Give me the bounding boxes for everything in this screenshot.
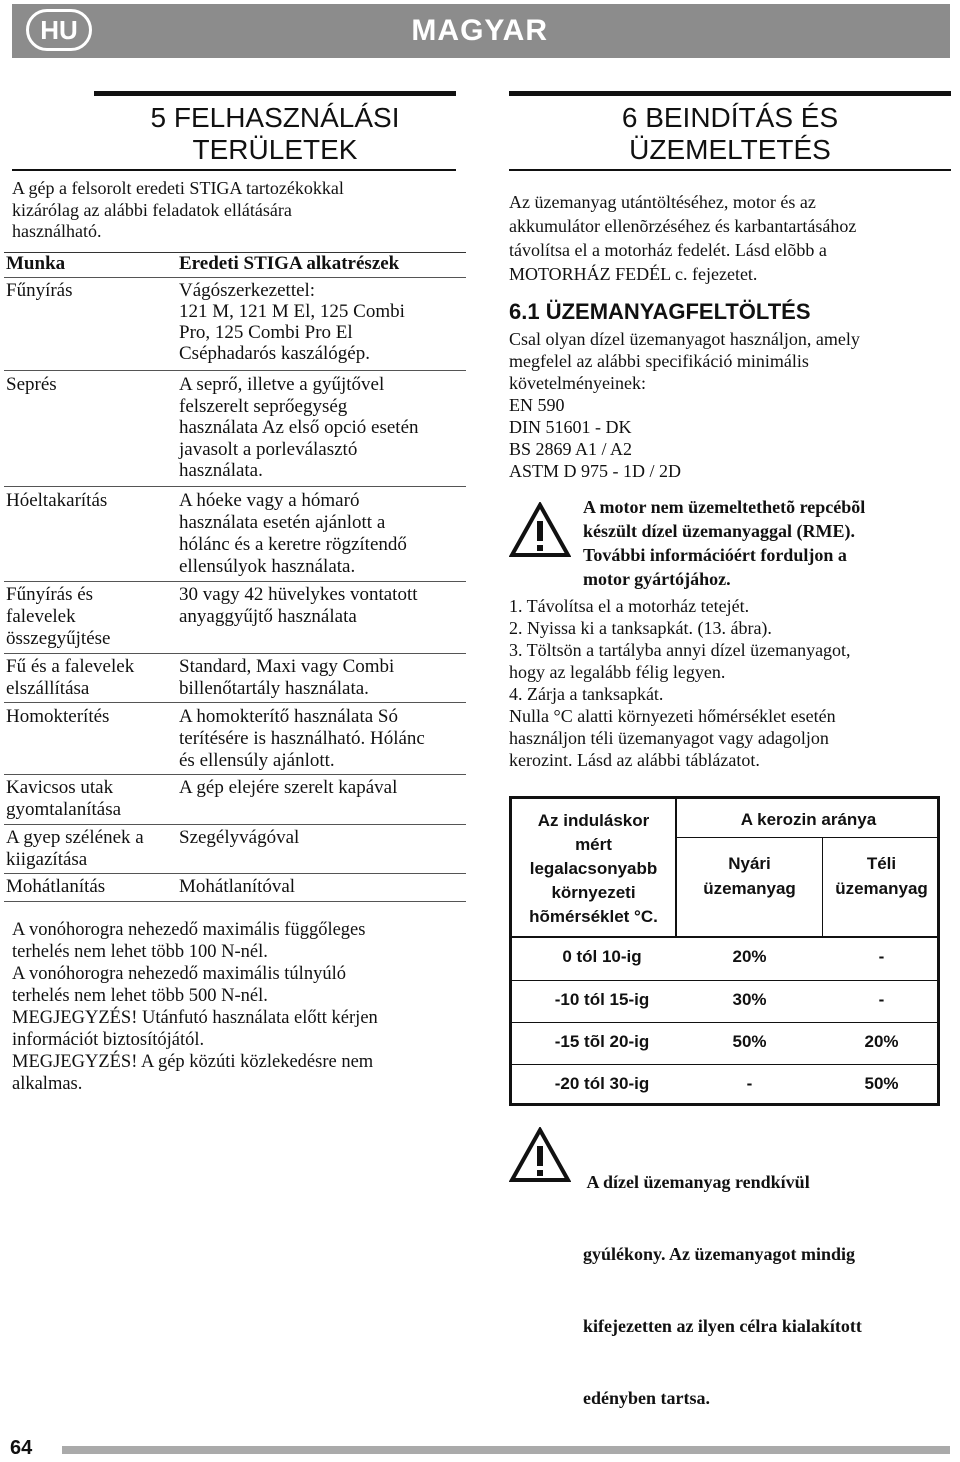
row-rule bbox=[4, 702, 466, 703]
part-line: terítésére is használható. Hólánc bbox=[179, 728, 425, 749]
table-bottom-rule bbox=[4, 901, 466, 902]
row-part bbox=[179, 656, 464, 700]
step-line: 2. Nyissa ki a tanksapkát. (13. ábra). bbox=[509, 618, 772, 638]
part-line: A gép elejére szerelt kapával bbox=[179, 777, 398, 798]
fuel-section-title: 6.1 ÜZEMANYAGFELTÖLTÉS bbox=[509, 299, 811, 324]
part-line: Standard, Maxi vagy Combi bbox=[179, 656, 395, 677]
step-line: Nulla °C alatti környezeti hőmérséklet esetén bbox=[509, 706, 836, 726]
head-line: üzemanyag bbox=[703, 879, 796, 898]
row-task bbox=[6, 374, 174, 396]
spec-line: ASTM D 975 - 1D / 2D bbox=[509, 461, 682, 481]
table-cell: 50% bbox=[864, 1074, 899, 1093]
task-line: Homokterítés bbox=[6, 706, 110, 727]
right-title-line: ÜZEMELTETÉS bbox=[629, 134, 831, 165]
table-cell: 30% bbox=[732, 990, 767, 1009]
task-line: elszállítása bbox=[6, 678, 90, 699]
table-cell: -15 tõl 20-ig bbox=[554, 1032, 650, 1051]
task-line: gyomtalanítása bbox=[6, 799, 122, 820]
task-line: A gyep szélének a bbox=[6, 827, 144, 848]
table-cell: 0 tól 10-ig bbox=[562, 947, 642, 966]
intro-line: MOTORHÁZ FEDÉL c. fejezetet. bbox=[509, 264, 758, 284]
row-task bbox=[6, 777, 174, 821]
table-cell: - bbox=[878, 990, 885, 1009]
warning-line: A motor nem üzemeltethetõ repcébõl bbox=[583, 497, 866, 517]
warning-line: További információért forduljon a bbox=[583, 545, 847, 565]
row-rule bbox=[4, 774, 466, 775]
part-line: Szegélyvágóval bbox=[179, 827, 300, 848]
row-part bbox=[179, 876, 464, 898]
row-task bbox=[6, 827, 174, 871]
head-summer-fuel bbox=[677, 851, 822, 901]
note-line: MEGJEGYZÉS! A gép közúti közlekedésre nem bbox=[12, 1052, 374, 1072]
row-part bbox=[179, 584, 464, 628]
spec-line: Csal olyan dízel üzemanyagot használjon, amely bbox=[509, 329, 860, 349]
part-line: anyaggyűjtő használata bbox=[179, 606, 357, 627]
task-line: Fűnyírás és bbox=[6, 584, 94, 605]
col-head-part: Eredeti STIGA alkatrészek bbox=[179, 253, 400, 274]
table-cell: - bbox=[746, 1074, 753, 1093]
warning-line: motor gyártójához. bbox=[583, 569, 731, 589]
table-cell: 20% bbox=[864, 1032, 899, 1051]
task-line: Hóeltakarítás bbox=[6, 490, 108, 511]
right-title-underline bbox=[509, 169, 951, 171]
task-line: összegyűjtése bbox=[6, 628, 111, 649]
step-line: 4. Zárja a tanksapkát. bbox=[509, 684, 664, 704]
left-notes bbox=[12, 919, 456, 1095]
part-line: használata esetén ajánlott a bbox=[179, 512, 386, 533]
part-line: használata. bbox=[179, 460, 263, 481]
row-task bbox=[6, 490, 174, 512]
head-line: hõmérséklet °C. bbox=[529, 907, 658, 926]
row-part bbox=[179, 490, 464, 578]
table-head-rule bbox=[4, 277, 466, 278]
part-line: 121 M, 121 M El, 125 Combi bbox=[179, 301, 405, 322]
head-line: Nyári bbox=[728, 854, 771, 873]
right-title-line: 6 BEINDÍTÁS ÉS bbox=[621, 102, 839, 133]
language-title: MAGYAR bbox=[411, 14, 548, 47]
table-divider bbox=[512, 936, 940, 938]
left-intro bbox=[12, 178, 456, 243]
rme-warning bbox=[583, 495, 943, 591]
row-part bbox=[179, 706, 464, 772]
row-part bbox=[179, 374, 464, 482]
row-rule bbox=[4, 486, 466, 487]
part-line: ellensúlyok használata. bbox=[179, 556, 356, 577]
part-line: Vágószerkezettel: bbox=[179, 280, 316, 301]
task-line: falevelek bbox=[6, 606, 76, 627]
left-title-underline bbox=[12, 169, 456, 171]
head-temperature bbox=[512, 809, 675, 929]
intro-line: használható. bbox=[12, 221, 102, 241]
left-title-line: TERÜLETEK bbox=[192, 134, 358, 165]
fuel-spec bbox=[509, 328, 951, 482]
intro-line: kizárólag az alábbi feladatok ellátására bbox=[12, 199, 292, 220]
head-line: Téli bbox=[866, 854, 897, 873]
task-line: Seprés bbox=[6, 374, 57, 395]
left-top-rule bbox=[94, 91, 456, 96]
fuel-steps bbox=[509, 595, 951, 771]
note-line: információt biztosítójától. bbox=[12, 1030, 205, 1050]
row-rule bbox=[4, 581, 466, 582]
part-line: Cséphadarós kaszálógép. bbox=[179, 343, 370, 364]
warning-icon bbox=[509, 502, 571, 558]
note-line: terhelés nem lehet több 100 N-nél. bbox=[12, 942, 268, 962]
table-cell: -10 tól 15-ig bbox=[554, 990, 650, 1009]
row-task bbox=[6, 280, 174, 302]
task-line: Fűnyírás bbox=[6, 280, 73, 301]
note-line: alkalmas. bbox=[12, 1074, 83, 1094]
part-line: hólánc és a keretre rögzítendő bbox=[179, 534, 407, 555]
row-part bbox=[179, 280, 464, 364]
step-line: 3. Töltsön a tartályba annyi dízel üzemanyagot, bbox=[509, 640, 851, 660]
note-line: MEGJEGYZÉS! Utánfutó használata előtt kérjen bbox=[12, 1008, 378, 1028]
page-header bbox=[12, 4, 950, 58]
warning-line: A dízel üzemanyag rendkívül bbox=[583, 1172, 810, 1192]
spec-line: BS 2869 A1 / A2 bbox=[509, 439, 633, 459]
row-task bbox=[6, 584, 174, 650]
footer-bar bbox=[62, 1446, 950, 1454]
step-line: 1. Távolítsa el a motorház tetejét. bbox=[509, 596, 750, 616]
spec-line: megfelel az alábbi specifikáció minimális bbox=[509, 351, 809, 371]
table-divider bbox=[512, 1064, 940, 1065]
left-section-title bbox=[94, 102, 456, 166]
page-number: 64 bbox=[10, 1437, 33, 1459]
part-line: javasolt a porleválasztó bbox=[179, 438, 358, 460]
step-line: használjon téli üzemanyagot vagy adagoljon bbox=[509, 728, 829, 748]
row-part bbox=[179, 777, 464, 799]
step-line: kerozint. Lásd az alábbi táblázatot. bbox=[509, 750, 760, 770]
right-intro bbox=[509, 190, 951, 286]
part-line: 30 vagy 42 hüvelykes vontatott bbox=[179, 584, 418, 605]
kerosene-table bbox=[509, 796, 940, 1106]
part-line: A seprő, illetve a gyűjtővel bbox=[179, 374, 385, 395]
warning-line: kifejezetten az ilyen célra kialakított bbox=[583, 1316, 862, 1336]
spec-line: követelményeinek: bbox=[509, 373, 646, 393]
row-rule bbox=[4, 873, 466, 874]
head-line: legalacsonyabb bbox=[529, 859, 658, 878]
table-divider bbox=[512, 980, 940, 981]
table-cell: 20% bbox=[732, 947, 767, 966]
part-line: felszerelt seprőegység bbox=[179, 395, 348, 417]
part-line: billenőtartály használata. bbox=[179, 678, 369, 699]
note-line: A vonóhorogra nehezedő maximális túlnyúló bbox=[12, 964, 346, 984]
head-line: üzemanyag bbox=[835, 879, 928, 898]
intro-line: távolítsa el a motorház fedelét. Lásd elõbb a bbox=[509, 240, 827, 260]
intro-line: akkumulátor ellenõrzéséhez és karbantartásához bbox=[509, 216, 857, 236]
left-title-line: 5 FELHASZNÁLÁSI bbox=[150, 102, 400, 133]
warning-line: készült dízel üzemanyaggal (RME). bbox=[583, 521, 855, 541]
table-divider bbox=[512, 1022, 940, 1023]
part-line: Mohátlanítóval bbox=[179, 876, 296, 897]
row-rule bbox=[4, 824, 466, 825]
table-cell: 50% bbox=[732, 1032, 767, 1051]
step-line: hogy az legalább félig legyen. bbox=[509, 662, 726, 682]
table-cell: -20 tól 30-ig bbox=[554, 1074, 650, 1093]
part-line: A hóeke vagy a hómaró bbox=[179, 490, 360, 511]
table-divider bbox=[675, 837, 940, 838]
head-winter-fuel bbox=[823, 851, 940, 901]
task-line: Kavicsos utak bbox=[6, 777, 114, 798]
right-top-rule bbox=[509, 91, 951, 96]
task-line: Fű és a falevelek bbox=[6, 656, 135, 677]
head-kerosene-ratio: A kerozin aránya bbox=[740, 810, 877, 829]
language-badge: HU bbox=[26, 9, 92, 51]
head-line: Az induláskor bbox=[537, 811, 650, 830]
note-line: terhelés nem lehet több 500 N-nél. bbox=[12, 986, 268, 1006]
task-line: Mohátlanítás bbox=[6, 876, 106, 897]
row-rule bbox=[4, 370, 466, 371]
spec-line: DIN 51601 - DK bbox=[509, 417, 632, 437]
head-line: mért bbox=[575, 835, 612, 854]
intro-line: A gép a felsorolt eredeti STIGA tartozékokkal bbox=[12, 178, 344, 198]
part-line: Pro, 125 Combi Pro El bbox=[179, 322, 353, 343]
row-part bbox=[179, 827, 464, 849]
row-task bbox=[6, 656, 174, 700]
warning-icon bbox=[509, 1127, 571, 1183]
head-line: környezeti bbox=[551, 883, 636, 902]
note-line: A vonóhorogra nehezedő maximális függőleges bbox=[12, 920, 366, 940]
warning-line: edényben tartsa. bbox=[583, 1388, 710, 1408]
spec-line: EN 590 bbox=[509, 395, 565, 415]
task-line: kiigazítása bbox=[6, 849, 88, 870]
table-cell: - bbox=[878, 947, 885, 966]
right-section-title bbox=[509, 102, 951, 166]
part-line: használata Az első opció esetén bbox=[179, 417, 419, 438]
row-task bbox=[6, 706, 174, 728]
intro-line: Az üzemanyag utántöltéséhez, motor és az bbox=[509, 192, 816, 212]
flammable-warning bbox=[583, 1122, 948, 1434]
part-line: és ellensúly ajánlott. bbox=[179, 750, 335, 771]
row-task bbox=[6, 876, 174, 898]
row-rule bbox=[4, 653, 466, 654]
part-line: A homokterítő használata Só bbox=[179, 706, 398, 727]
warning-line: gyúlékony. Az üzemanyagot mindig bbox=[583, 1244, 856, 1264]
col-head-task: Munka bbox=[6, 253, 66, 274]
